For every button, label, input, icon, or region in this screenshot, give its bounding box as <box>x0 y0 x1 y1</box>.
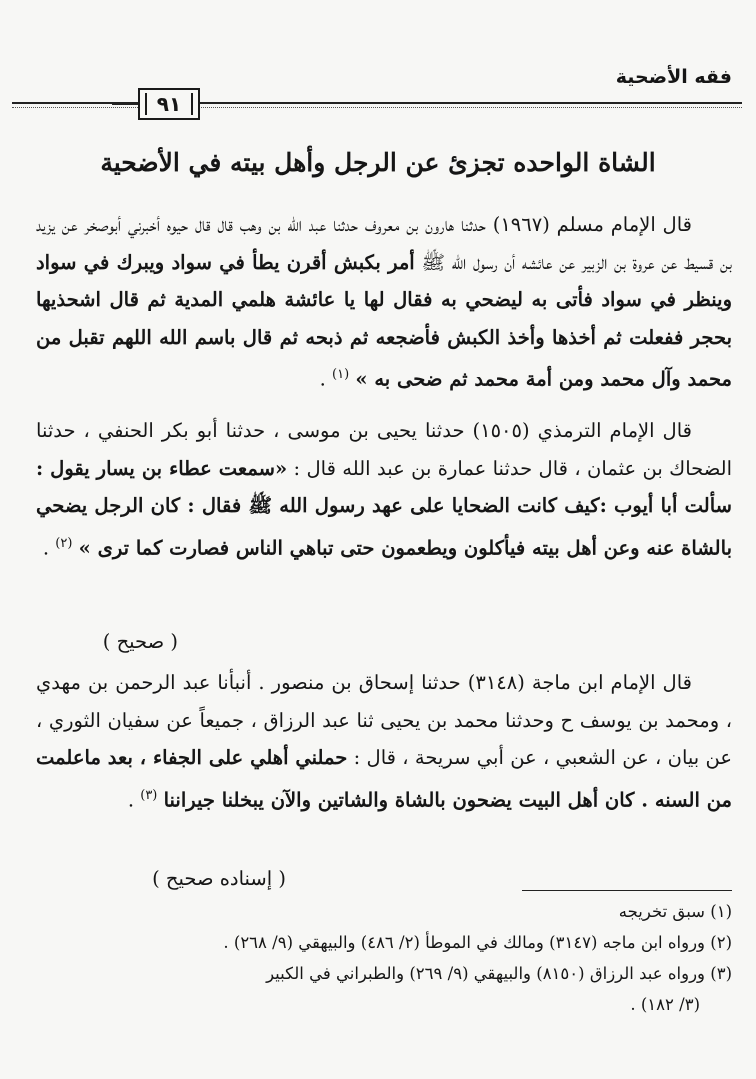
footnote-ref-3: (٣) <box>140 787 158 803</box>
hadith-3-grading: ( إسناده صحيح ) <box>152 867 286 890</box>
footnote-2: (٢) ورواه ابن ماجه (٣١٤٧) ومالك في الموطأ (٢/ ٤٨٦) والبيهقي (٩/ ٢٦٨) . <box>223 933 732 952</box>
hadith-3-end: . <box>127 788 135 811</box>
hadith-2-grading: ( صحيح ) <box>102 630 178 653</box>
footnote-ref-2: (٢) <box>55 535 73 551</box>
footnote-1: (١) سبق تخريجه <box>618 902 732 921</box>
main-text-continued <box>36 664 732 819</box>
footnote-3-continued: (٣/ ١٨٢) . <box>630 995 700 1014</box>
footnote-3: (٣) ورواه عبد الرزاق (٨١٥٠) والبيهقي (٩/ ٢٦٩) والطبراني في الكبير <box>266 964 732 983</box>
hadith-1-chain: قال الإمام مسلم (١٩٦٧) حدثنا هارون بن معروف حدثنا عبد الله بن وهب قال قال حيوه أخبرني أبوصخر عن يزيد بن قسيط عن عروة بن الزبير عن عائشه أن رسول الله ﷺ <box>36 213 733 274</box>
hadith-paragraph-1 <box>36 206 732 398</box>
running-header-title: فقه الأضحية <box>615 66 732 88</box>
footnotes <box>36 896 732 1020</box>
hadith-paragraph-2 <box>36 412 732 567</box>
hadith-2-chain: قال الإمام الترمذي (١٥٠٥) حدثنا يحيى بن موسى ، حدثنا أبو بكر الحنفي ، حدثنا الضحاك بن عثمان ، قال حدثنا عمارة بن عبد الله قال : <box>36 419 732 480</box>
hadith-3-chain: قال الإمام ابن ماجة (٣١٤٨) حدثنا إسحاق بن منصور . أنبأنا عبد الرحمن بن مهدي ، ومحمد بن يوسف ح وحدثنا محمد بن يحيى ثنا عبد الرزاق ، جميعاً عن سفيان الثوري ، عن بيان ، عن الشعبي ، عن أبي سريحة ، قال : <box>36 671 732 769</box>
footnote-ref-1: (١) <box>332 367 350 382</box>
hadith-2-end: . <box>42 536 50 559</box>
hadith-3-text: حملني أهلي على الجفاء ، بعد ماعلمت من السنه . كان أهل البيت يضحون بالشاة والشاتين والآن يبخلنا جيراننا <box>36 746 732 811</box>
hadith-2-text: «سمعت عطاء بن يسار يقول : سألت أبا أيوب :كيف كانت الضحايا على عهد رسول الله ﷺ فقال : كان الرجل يضحي بالشاة عنه وعن أهل بيته فيأكلون ويطعمون حتى تباهي الناس فصارت كما ترى » <box>36 456 732 559</box>
footnote-separator <box>522 890 732 891</box>
hadith-paragraph-3 <box>36 664 732 819</box>
main-text <box>36 206 732 567</box>
hadith-1-text: أمر بكبش أقرن يطأ في سواد ويبرك في سواد وينظر في سواد فأتى به ليضحي به فقال لها يا عائشة هلمي المدية ثم قال اشحذيها بحجر ففعلت ثم أخذها وأخذ الكبش فأضجعه ثم ذبحه ثم قال باسم الله اللهم تقبل من محمد وآل محمد ومن أمة محمد ثم ضحى به » <box>36 250 732 391</box>
header-rule-stub <box>112 103 140 105</box>
hadith-1-end: . <box>319 367 326 391</box>
chapter-title: الشاة الواحده تجزئ عن الرجل وأهل بيته في الأضحية <box>100 148 656 177</box>
page-number: ٩١ <box>138 88 200 120</box>
